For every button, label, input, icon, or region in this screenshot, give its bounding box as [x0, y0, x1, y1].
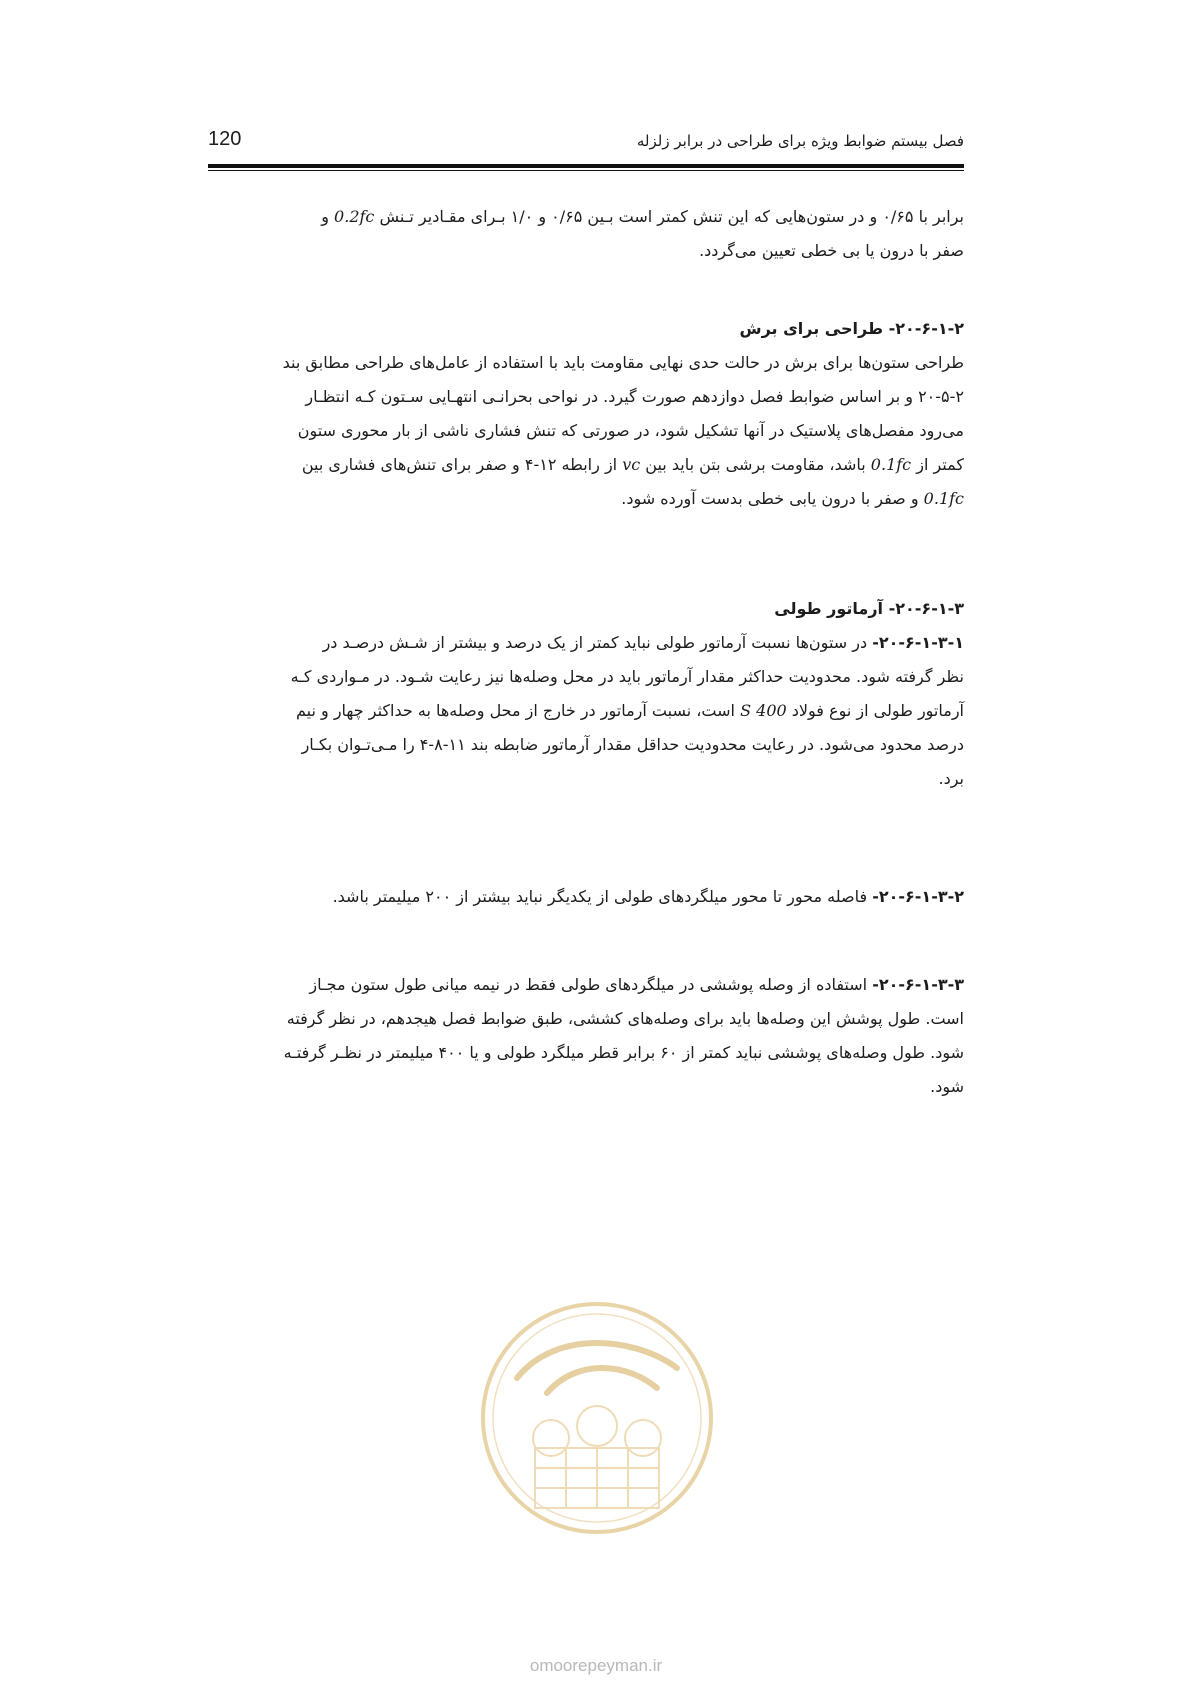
shear-line-4: کمتر از 0.1fc باشد، مقاومت برشی بتن باید بین vc از رابطه ۱۲-۴ و صفر برای تنش‌های فشاری بین	[301, 455, 964, 474]
long-1-line-2: نظر گرفته شود. محدودیت حداکثر مقدار آرماتور باید در محل وصله‌ها نیز رعایت شـود. در مـواردی کـه	[290, 667, 964, 686]
shear-line-5: 0.1fc و صفر با درون یابی خطی بدست آورده شود.	[621, 489, 964, 508]
shear-line-2: ۲۰-۵-۲ و بر اساس ضوابط فصل دوازدهم صورت گیرد. در نواحی بحرانـی انتهـایی سـتون کـه انتظـار	[305, 387, 964, 406]
shear-line-3: می‌رود مفصل‌های پلاستیک در آنها تشکیل شود، در صورتی که تنش فشاری ناشی از بار محوری ستون	[297, 421, 964, 440]
clause-number: ۲۰-۶-۱-۳-۲-	[872, 887, 964, 906]
shear-line-1: طراحی ستون‌ها برای برش در حالت حدی نهایی مقاومت باید با استفاده از عامل‌های طراحی مطابق بند	[282, 353, 964, 372]
page-number: 120	[208, 128, 242, 150]
long-1-line-4: درصد محدود می‌شود. در رعایت محدودیت حداقل مقدار آرماتور ضابطه بند ۱۱-۸-۴ را مـی‌تـوان بکـار	[301, 735, 964, 754]
formula-vc: vc	[622, 455, 641, 474]
watermark-logo-icon	[477, 1298, 717, 1538]
long-2-line-1: ۲۰-۶-۱-۳-۲- فاصله محور تا محور میلگردهای طولی از یکدیگر نباید بیشتر از ۲۰۰ میلیمتر باشد.	[332, 887, 964, 906]
intro-line-2: صفر با درون یا بی خطی تعیین می‌گردد.	[699, 241, 964, 260]
formula-01fc: 0.1fc	[870, 455, 912, 474]
watermark-url: omoorepeyman.ir	[529, 1656, 663, 1675]
section-longitudinal	[208, 592, 964, 796]
long-3-line-2: است. طول پوشش این وصله‌ها باید برای وصله‌های کششی، طبق ضوابط فصل هیجدهم، در نظر گرفته	[286, 1009, 964, 1028]
clause-2	[208, 880, 964, 914]
formula-01fc-2: 0.1fc	[923, 489, 964, 508]
long-1-line-1: ۲۰-۶-۱-۳-۱- در ستون‌ها نسبت آرماتور طولی نباید کمتر از یک درصد و بیشتر از شـش درصـد در	[322, 633, 964, 652]
intro-line-1: برابر با ۰/۶۵ و در ستون‌هایی که این تنش کمتر است بـین ۰/۶۵ و ۱/۰ بـرای مقـادیر تـنش 0.2fc و	[321, 207, 964, 226]
long-3-line-1: ۲۰-۶-۱-۳-۳- استفاده از وصله پوششی در میلگردهای طولی فقط در نیمه میانی طول ستون مجـاز	[309, 975, 964, 994]
section-heading-longitudinal: ۲۰-۶-۱-۳- آرماتور طولی	[774, 599, 964, 618]
long-3-line-3: شود. طول وصله‌های پوششی نباید کمتر از ۶۰ برابر قطر میلگرد طولی و یا ۴۰۰ میلیمتر در نظـر گرفتـه	[283, 1043, 964, 1062]
chapter-title: فصل بیستم ضوابط ویژه برای طراحی در برابر زلزله	[636, 132, 964, 150]
long-3-line-4: شود.	[930, 1077, 964, 1096]
header-rule-thin	[208, 170, 964, 171]
clause-number: ۲۰-۶-۱-۳-۱-	[872, 633, 964, 652]
long-1-line-3: آرماتور طولی از نوع فولاد S 400 است، نسبت آرماتور در خارج از محل وصله‌ها به حداکثر چهار و نیم	[295, 701, 964, 720]
clause-number: ۲۰-۶-۱-۳-۳-	[872, 975, 964, 994]
header-rule-thick	[208, 164, 964, 168]
section-heading-shear: ۲۰-۶-۱-۲- طراحی برای برش	[739, 319, 964, 338]
intro-paragraph	[208, 200, 964, 268]
clause-3	[208, 968, 964, 1104]
page-header	[208, 118, 964, 168]
formula-02fc: 0.2fc	[334, 207, 375, 226]
long-1-line-5: برد.	[938, 769, 964, 788]
section-shear	[208, 312, 964, 516]
formula-s400: S 400	[740, 701, 787, 720]
